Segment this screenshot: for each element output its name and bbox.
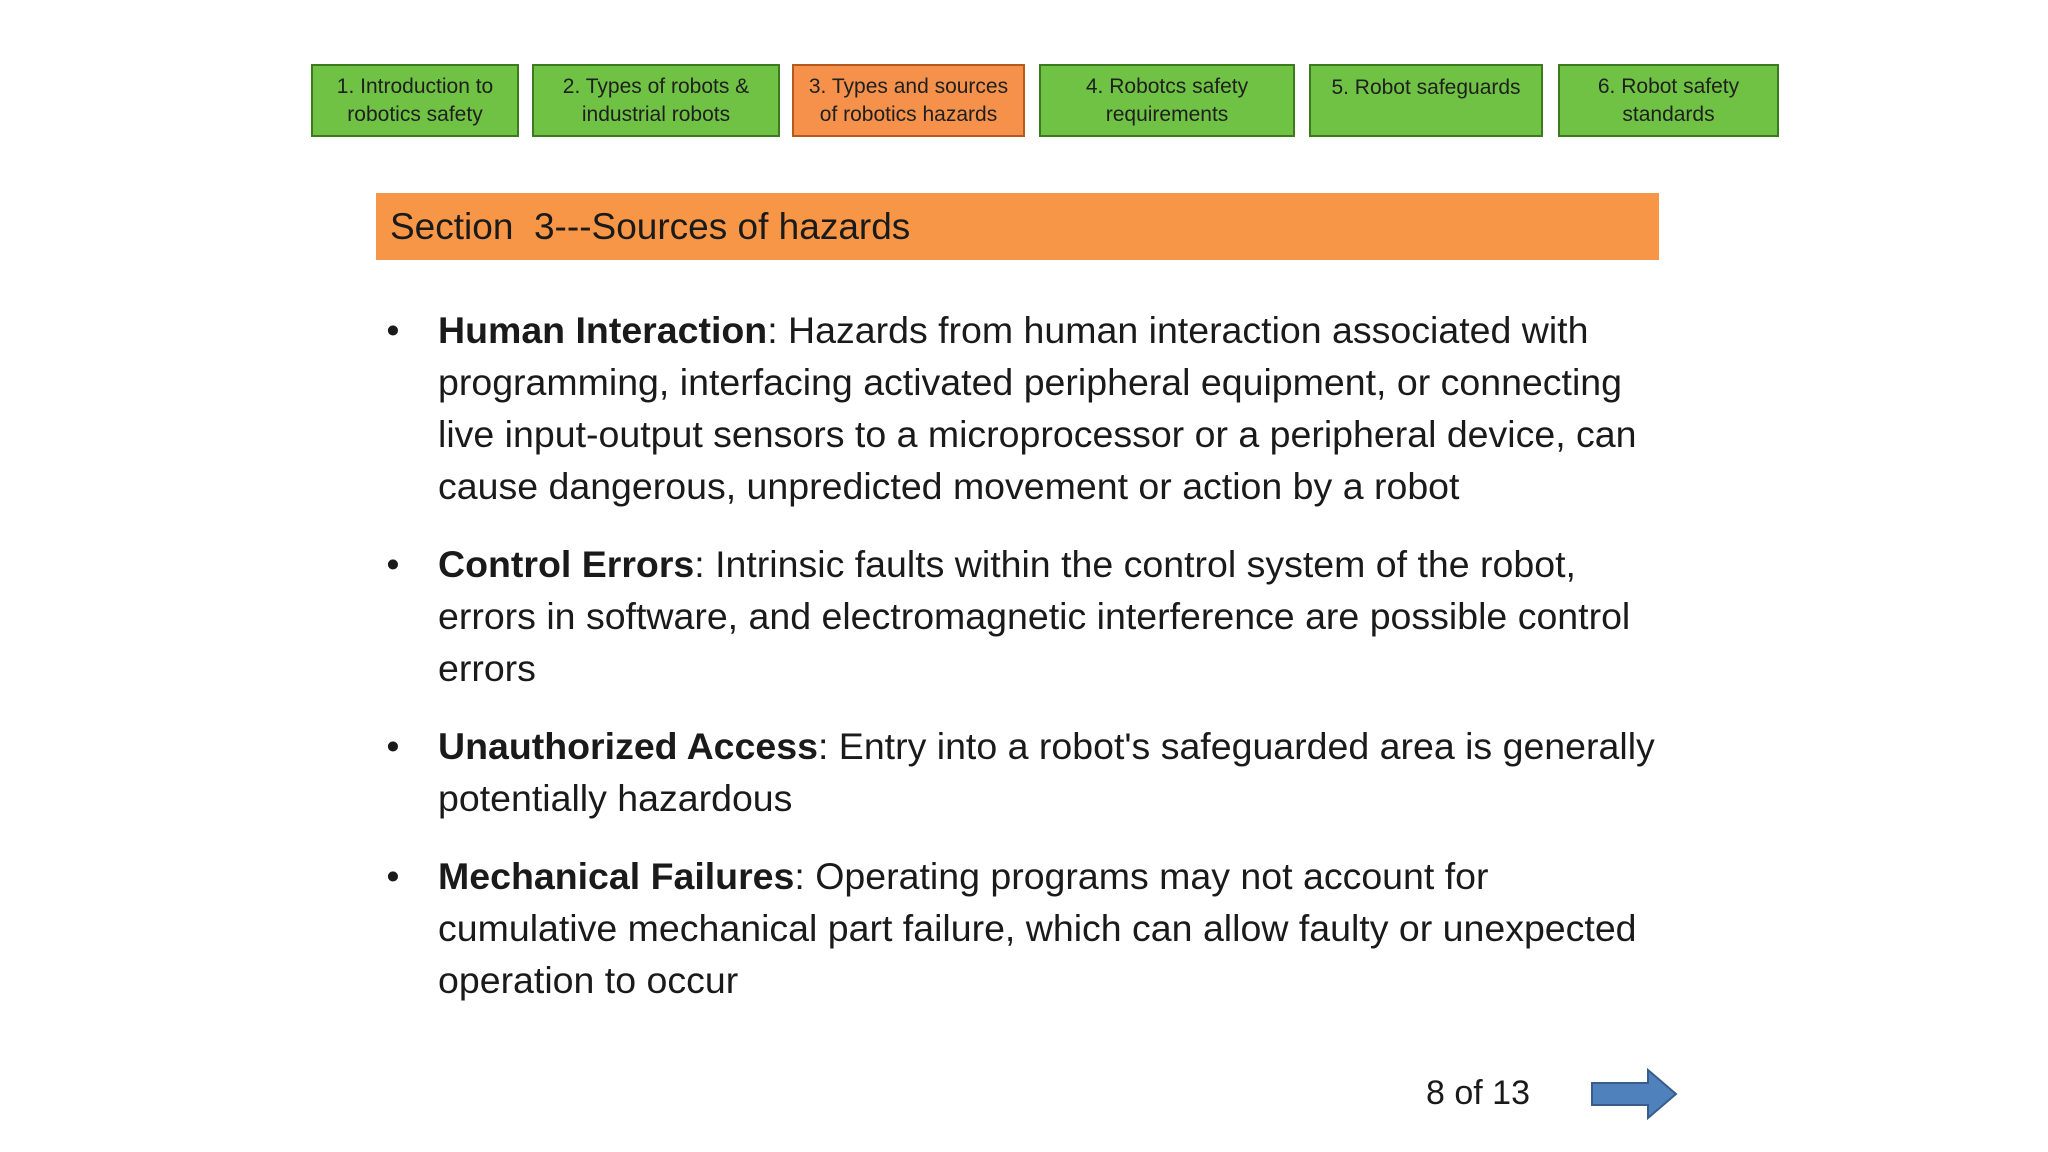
section-title: Section 3---Sources of hazards	[390, 205, 911, 247]
nav-tab-6-line2: standards	[1622, 102, 1715, 126]
list-item	[376, 850, 1676, 1006]
nav-tab-6[interactable]	[1558, 64, 1779, 137]
nav-tab-3[interactable]	[792, 64, 1025, 137]
nav-tab-1-line1: 1. Introduction to	[336, 74, 494, 98]
nav-tab-4-line2: requirements	[1105, 102, 1229, 126]
nav-tab-6-line1: 6. Robot safety	[1597, 74, 1740, 98]
nav-tab-5[interactable]	[1309, 64, 1543, 137]
nav-tab-4-line1: 4. Robotcs safety	[1085, 74, 1249, 98]
nav-tab-2-line2: industrial robots	[581, 102, 731, 126]
bullet-term: Unauthorized Access	[438, 725, 818, 767]
bullet-term: Mechanical Failures	[438, 855, 795, 897]
nav-tab-3-line1: 3. Types and sources	[808, 74, 1009, 98]
arrow-shape	[1592, 1070, 1676, 1118]
bullet-text: : Intrinsic faults within the control system of the robot, errors in software, and electromagnetic interference are possible control errors	[438, 543, 1631, 689]
page-indicator: 8 of 13	[1426, 1074, 1530, 1112]
bullet-text: : Operating programs may not account for cumulative mechanical part failure, which can allow faulty or unexpected operation to occur	[438, 855, 1637, 1001]
bullet-text: : Entry into a robot's safeguarded area is generally potentially hazardous	[438, 725, 1655, 819]
bullet-marker: •	[386, 855, 400, 897]
section-header	[376, 193, 1659, 260]
nav-tab-1-line2: robotics safety	[347, 102, 483, 126]
nav-tab-5-line1: 5. Robot safeguards	[1331, 76, 1521, 99]
nav-tab-3-line2: of robotics hazards	[819, 102, 998, 126]
nav-tab-1[interactable]	[311, 64, 519, 137]
bullet-text: : Hazards from human interaction associated with programming, interfacing activated peripheral equipment, or connecting live input-output sensors to a microprocessor or a peripheral device, can cause dangerous, unpredicted movement or action by a robot	[438, 309, 1637, 507]
bullet-marker: •	[386, 725, 400, 767]
list-item	[376, 304, 1676, 512]
bullet-term: Control Errors	[438, 543, 695, 585]
list-item	[376, 720, 1676, 824]
right-arrow-icon[interactable]	[1590, 1068, 1678, 1120]
nav-tab-2-line1: 2. Types of robots &	[562, 74, 750, 98]
nav-tab-2[interactable]	[532, 64, 780, 137]
bullet-marker: •	[386, 309, 400, 351]
hazard-list	[376, 304, 1676, 1032]
bullet-term: Human Interaction	[438, 309, 768, 351]
nav-tab-4[interactable]	[1039, 64, 1295, 137]
bullet-marker: •	[386, 543, 400, 585]
list-item	[376, 538, 1676, 694]
